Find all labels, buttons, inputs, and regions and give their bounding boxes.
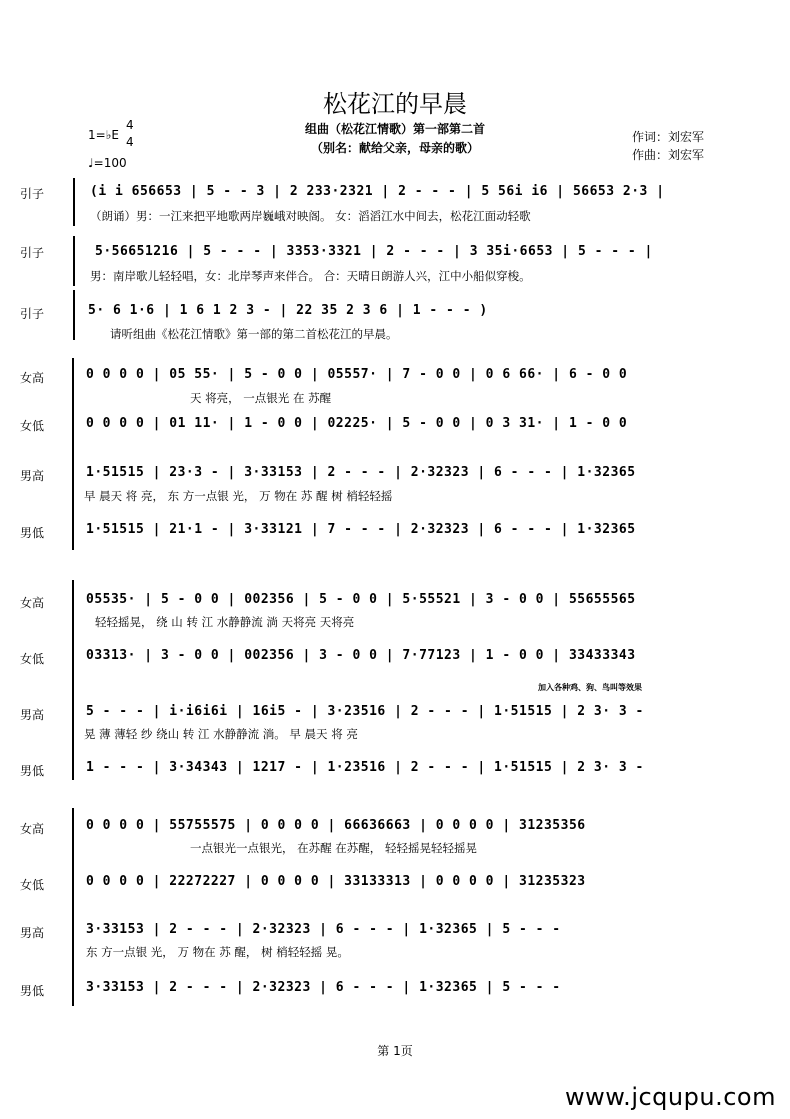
notes-row: 0 0 0 0 | 22272227 | 0 0 0 0 | 33133313 | 0 0 0 0 | 31235323 [86,874,586,889]
lyricist: 作词：刘宏军 [632,130,705,144]
lyric-row: 轻轻摇晃， 绕 山 转 江 水静静流 淌 天将亮 天将亮 [95,615,355,629]
time-denominator: 4 [126,135,134,149]
lyric-row: 一点银光一点银光， 在苏醒 在苏醒， 轻轻摇晃轻轻摇晃 [190,841,477,855]
notes-row: 1 - - - | 3·34343 | 1217 - | 1·23516 | 2 - - - | 1·51515 | 2 3· 3 - [86,760,644,775]
row-label: 男高 [20,926,45,940]
alias: （别名：献给父亲，母亲的歌） [310,141,479,155]
lyric-row: 早 晨天 将 亮， 东 方一点银 光， 万 物在 苏 醒 树 梢轻轻摇 [84,489,393,503]
notes-row: 5·56651216 | 5 - - - | 3353·3321 | 2 - - - | 3 35i·6653 | 5 - - - | [95,244,653,259]
notes-row: 0 0 0 0 | 05 55· | 5 - 0 0 | 05557· | 7 - 0 0 | 0 6 66· | 6 - 0 0 [86,367,628,382]
brace [73,290,75,340]
notes-row: 05535· | 5 - 0 0 | 002356 | 5 - 0 0 | 5·55521 | 3 - 0 0 | 55655565 [86,592,636,607]
lyric-row: 东 方一点银 光， 万 物在 苏 醒， 树 梢轻轻摇 晃。 [86,945,349,959]
notes-row: 1·51515 | 23·3 - | 3·33153 | 2 - - - | 2·32323 | 6 - - - | 1·32365 [86,465,636,480]
tempo: ♩=100 [88,156,127,170]
lyric-row: 晃 薄 薄轻 纱 绕山 转 江 水静静流 淌。 早 晨天 将 亮 [84,727,358,741]
notes-row: 0 0 0 0 | 01 11· | 1 - 0 0 | 02225· | 5 - 0 0 | 0 3 31· | 1 - 0 0 [86,416,628,431]
lyric-row: 请听组曲《松花江情歌》第一部的第二首松花江的早晨。 [110,327,398,341]
row-label: 女高 [20,822,45,836]
row-label: 引子 [20,307,45,321]
row-label: 女高 [20,371,45,385]
composer: 作曲：刘宏军 [632,148,705,162]
key-signature: 1=♭E [88,128,119,142]
time-numerator: 4 [126,118,134,132]
row-label: 男高 [20,708,45,722]
row-label: 男低 [20,526,45,540]
row-label: 男低 [20,764,45,778]
row-label: 引子 [20,246,45,260]
notes-row: 0 0 0 0 | 55755575 | 0 0 0 0 | 66636663 | 0 0 0 0 | 31235356 [86,818,586,833]
row-label: 女低 [20,652,45,666]
row-label: 男低 [20,984,45,998]
notes-row: (i i 656653 | 5 - - 3 | 2 233·2321 | 2 - - - | 5 56i i6 | 56653 2·3 | [90,184,665,199]
system-bracket [72,808,74,1006]
notes-row: 5 - - - | i·i6i6i | 16i5 - | 3·23516 | 2 - - - | 1·51515 | 2 3· 3 - [86,704,644,719]
lyric-row: （朗诵）男：一江来把平地歌两岸巍峨对映阁。 女：滔滔江水中间去，松花江面动轻歌 [90,209,531,223]
lyric-row: 男：南岸歌儿轻轻唱，女：北岸琴声来伴合。 合：天晴日朗游人兴，江中小船似穿梭。 [90,269,531,283]
performance-note: 加入各种鸡、狗、鸟叫等效果 [538,683,642,692]
system-bracket [72,358,74,550]
watermark: www.jcqupu.com [565,1083,776,1111]
notes-row: 03313· | 3 - 0 0 | 002356 | 3 - 0 0 | 7·77123 | 1 - 0 0 | 33433343 [86,648,636,663]
row-label: 女低 [20,878,45,892]
notes-row: 3·33153 | 2 - - - | 2·32323 | 6 - - - | 1·32365 | 5 - - - [86,980,561,995]
brace [73,236,75,286]
lyric-row: 天 将亮， 一点银光 在 苏醒 [190,391,332,405]
notes-row: 3·33153 | 2 - - - | 2·32323 | 6 - - - | 1·32365 | 5 - - - [86,922,561,937]
page-number: 第 1页 [377,1044,413,1058]
row-label: 引子 [20,187,45,201]
brace [73,178,75,226]
row-label: 女低 [20,419,45,433]
row-label: 女高 [20,596,45,610]
notes-row: 5· 6 1·6 | 1 6 1 2 3 - | 22 35 2 3 6 | 1 - - - ) [88,303,488,318]
page-title: 松花江的早晨 [323,90,467,118]
subtitle: 组曲（松花江情歌）第一部第二首 [304,122,485,136]
system-bracket [72,580,74,780]
row-label: 男高 [20,469,45,483]
notes-row: 1·51515 | 21·1 - | 3·33121 | 7 - - - | 2·32323 | 6 - - - | 1·32365 [86,522,636,537]
